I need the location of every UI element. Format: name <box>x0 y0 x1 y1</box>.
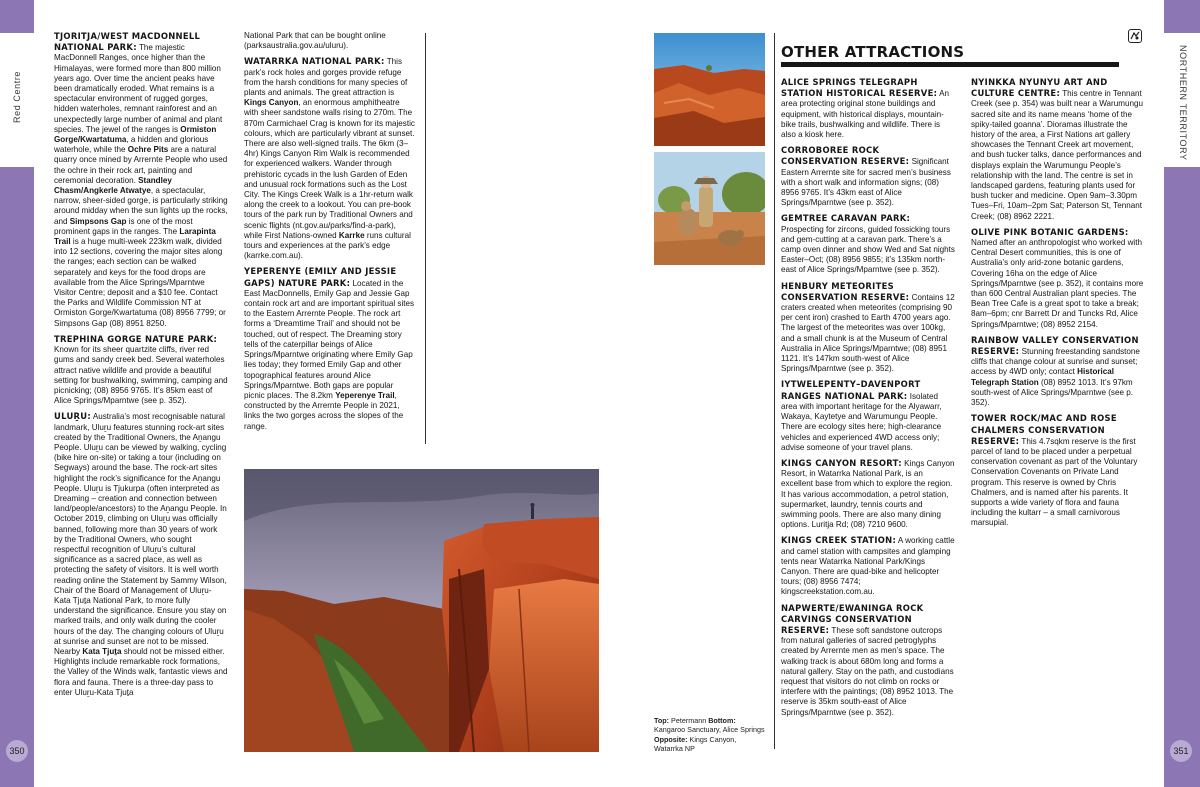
page-number-left: 350 <box>6 740 28 762</box>
caption-opposite-label: Opposite: <box>654 734 688 744</box>
section-label-right: NORTHERN TERRITORY <box>1178 45 1188 161</box>
entry-bold-term: Standley Chasm/Angkerle Atwatye <box>54 175 172 196</box>
entry-bold-term: Ochre Pits <box>127 145 169 155</box>
entry-bold-term: Yeperenye Trail <box>335 390 395 400</box>
entry-text: Isolated area with important heritage for the Alyawarr, Wakaya, Kaytetye and Warumungu People. There are ecology sites here; high-clearance vehicles and experienced 4WD access only; advise someone of your travel plans. <box>781 391 942 452</box>
text-column-2 <box>244 31 416 451</box>
caption-top-label: Top: <box>654 716 670 725</box>
entry-heading: CORROBOREE ROCK CONSERVATION RESERVE: <box>781 145 910 167</box>
entry-bold-term: Kata Tjuṯa <box>82 646 122 656</box>
entry-text: Prospecting for zircons, guided fossicking tours and gem-cutting at a caravan park. There’s a camp oven dinner and show Wed and Sat nights Easter–Oct; (08) 8956 9855; it’s 135km north-east of Alice Springs/Mparntwe (see p. 352). <box>781 224 955 275</box>
entry-bold-term: Kings Canyon <box>244 98 299 108</box>
section-tab-right-bottom <box>1164 167 1200 787</box>
entry-paragraph <box>244 31 416 51</box>
entry-heading: TOWER ROCK/MAC AND ROSE CHALMERS CONSERVATION RESERVE: <box>971 413 1117 446</box>
entry-heading: KINGS CREEK STATION: <box>781 535 897 546</box>
entry-text: (08) 8952 1013. It’s 97km south-west of Alice Springs/Mparntwe (see p. 352). <box>971 377 1133 408</box>
entry-paragraph <box>781 281 955 375</box>
kings-canyon-photo <box>244 469 599 752</box>
entry-text: National Park that can be bought online (parksaustralia.gov.au/uluru). <box>244 31 386 51</box>
section-tab-left-top <box>0 0 34 33</box>
entry-text: This 4.7sqkm reserve is the first parcel of land to be placed under a perpetual conservation covenant as part of the Voluntary Conservation Covenants on Private Land program. This reserve is owned by Chris Chalmers, and is named after his parents. It supports a wide variety of flora and fauna including the kultarr – a small carnivorous marsupial. <box>971 436 1138 528</box>
entry-paragraph <box>971 413 1147 528</box>
text-column-4 <box>971 77 1147 557</box>
entry-text: A working cattle and camel station with campsites and glamping tents near Watarrka National Park/Kings Canyon. There are quad-bike and helicopter tours; (08) 8956 7474; kingscreekstation.com.au. <box>781 536 955 597</box>
entry-heading: KINGS CANYON RESORT: <box>781 457 902 468</box>
entry-bold-term: Simpsons Gap <box>69 216 127 226</box>
caption-opposite-text: Kings Canyon, Watarrka NP <box>654 734 737 754</box>
page-title: OTHER ATTRACTIONS <box>781 43 965 61</box>
entry-paragraph <box>781 603 955 718</box>
entry-heading: ALICE SPRINGS TELEGRAPH STATION HISTORICAL RESERVE: <box>781 77 938 99</box>
entry-paragraph <box>781 458 955 530</box>
entry-text: Contains 12 craters created when meteorites (comprising 90 per cent iron) crashed to Earth 4700 years ago. The largest of the meteorites was over 100kg, and a small chunk is at the Museum of Central Australia in Alice Springs/Mparntwe; (08) 8951 1121. It’s 147km south-west of Alice Springs/Mparntwe (see p. 352). <box>781 292 955 374</box>
text-column-1 <box>54 31 228 751</box>
entry-paragraph <box>244 266 416 431</box>
entry-paragraph <box>781 145 955 208</box>
entry-text: runs cultural tours and experiences at the park’s edge (karrke.com.au). <box>244 230 411 261</box>
entry-heading: NYINKKA NYUNYU ART AND CULTURE CENTRE: <box>971 77 1108 99</box>
entry-text: Named after an anthropologist who worked with Central Desert communities, this is one of Australia’s only arid-zone botanic gardens, Covering 16ha on the edge of Alice Springs/Mparntwe (see p. 352), it contains more than 600 Central Australian plant species. The Bean Tree Cafe is a great spot to take a break; 8am–6pm; cnr Barrett Dr and Tuncks Rd, Alice Springs/Mparntwe; (08) 8952 2154. <box>971 238 1144 329</box>
map-pin-icon <box>1128 29 1142 43</box>
entry-text: Known for its sheer quartzite cliffs, river red gums and sandy creek bed. Several waterholes attract native wildlife and provide a beautiful setting for bushwalking, swimming, camping and picnicking; (08) 8956 9765. It’s 85km east of Alice Springs/Mparntwe (see p. 352). <box>54 345 228 406</box>
caption-bottom-text: Kangaroo Sanctuary, Alice Springs <box>654 725 765 735</box>
section-tab-right-top <box>1164 0 1200 33</box>
entry-text: The majestic MacDonnell Ranges, once higher than the Himalayas, were formed more than 800 million years ago. Over time the ancient peaks have been dramatically eroded. What remains is a spectacular environment of rugged gorges, hidden waterholes, remnant rainforest and an unexpectedly large number of animal and plant species. The jewel of the ranges is <box>54 43 223 134</box>
petermann-photo <box>654 33 765 146</box>
entry-text: are a natural quarry once mined by Arrernte People who used the ochre in their rock art, painting and ceremonial decoration. <box>54 145 228 185</box>
entry-paragraph <box>781 535 955 597</box>
entry-heading: HENBURY METEORITES CONSERVATION RESERVE: <box>781 280 910 302</box>
entry-paragraph <box>971 227 1147 330</box>
page-number-right: 351 <box>1170 740 1192 762</box>
entry-paragraph <box>971 77 1147 222</box>
caption-bottom-label: Bottom: <box>708 716 736 725</box>
entry-text: should not be missed either. Highlights include remarkable rock formations, the Valley of the Winds walk, fantastic views and flora and fauna. There is a three-day pass to enter Uluṟu-Kata Tjuṯa <box>54 646 228 697</box>
section-tab-left-bottom <box>0 167 34 787</box>
title-underline <box>781 62 1119 67</box>
caption-top-text: Petermann <box>669 716 709 725</box>
entry-paragraph <box>54 31 228 329</box>
entry-text: Australia’s most recognisable natural landmark, Uluṟu features stunning rock-art sites created by the Traditional Owners, the Aṉangu People. Uluṟu can be viewed by walking, cycling (bike hire on-site) or taking a tour (including on Segways) around the base. The rock-art sites highlight the rock’s significance for the Aṉangu People. Uluṟu is Tjukurpa (often interpreted as Dreaming – creation and connection between land/people/ancestors) to the Aṉangu People. In October 2019, climbing on Uluṟu was officially banned, following more than 30 years of work by the Traditional Owners, who sought respectful recognition of Uluṟu’s cultural significance as a sacred place, as well as protecting the safety of visitors. It is well worth reading online the Statement by Sammy Wilson, Chair of the Board of Management of Uluṟu-Kata Tjuṯa National Park, to more fully understand the significance. Ensure you stay on marked trails, and only walk during the cooler hours of the day. The changing colours of Uluṟu at sunrise and sunset are not to be missed. Nearby <box>54 412 227 656</box>
entry-text: An area protecting original stone buildings and equipment, with historical displays, mountain-bike trails, bushwalking and wildlife. There is also a kiosk here. <box>781 89 949 140</box>
entry-heading: TREPHINA GORGE NATURE PARK: <box>54 333 218 344</box>
entry-heading: TJORITJA/WEST MACDONNELL NATIONAL PARK: <box>54 31 201 53</box>
column-rule-right <box>774 33 775 749</box>
entry-text: This park’s rock holes and gorges provide refuge from the harsh conditions for many species of plants and animals. The great attraction is <box>244 57 408 98</box>
entry-heading: NAPWERTE/EWANINGA ROCK CARVINGS CONSERVATION RESERVE: <box>781 602 924 635</box>
entry-heading: ULUṞU: <box>54 411 92 422</box>
entry-heading: WATARRKA NATIONAL PARK: <box>244 56 385 67</box>
section-label-left: Red Centre <box>12 70 22 123</box>
text-column-3 <box>781 77 955 757</box>
entry-paragraph <box>971 335 1147 408</box>
entry-text: is a huge multi-week 223km walk, divided into 12 sections, covering the major sites along the ranges; each section can be walked separately and keys for the food drops are available from the Alice Springs/Mparntwe Visitor Centre; deposit and a $10 fee. Contact the Parks and Wildlife Commission NT at Ormiston Gorge/Kwartatuma (08) 8956 7799; or Simpsons Gap (08) 8951 8250. <box>54 237 226 328</box>
entry-text: Located in the East MacDonnells, Emily Gap and Jessie Gap contain rock art and are important spiritual sites to the Eastern Arrernte People. The rock art forms a ‘Dreamtime Trail’ and should not be touched, out of respect. The Dreaming story tells of the caterpillar beings of Alice Springs/Mparntwe originating where Emily Gap lies today; they formed Emily Gap and other topographical features around Alice Springs/Mparntwe. Both gaps are popular picnic places. The 8.2km <box>244 278 415 400</box>
entry-text: This centre in Tennant Creek (see p. 354) was built near a Warumungu sacred site and its name means ‘home of the spiky-tailed goanna’. Dioramas illustrate the history of the area, a First Nations art gallery showcases the Tennant Creek art movement, and bush tucker talks, dance performances and displays explain the Warumungu People’s relationship with the land. The centre is set in landscaped gardens, featuring plants used for bush tucker and medicine. Open 9am–3.30pm Tues–Fri, 10am–2pm Sat; Paterson St, Tennant Creek; (08) 8962 2221. <box>971 89 1143 221</box>
entry-paragraph <box>781 379 955 452</box>
entry-text: Kings Canyon Resort, in Watarrka National Park, is an excellent base from which to explore the region. It has various accommodation, a petrol station, supermarket, laundry, tennis courts and swimming pools. There are also many dining options. Luritja Rd; (08) 7210 9600. <box>781 458 955 530</box>
entry-heading: IYTWELEPENTY–DAVENPORT RANGES NATIONAL PARK: <box>781 379 921 401</box>
entry-heading: YEPERENYE (EMILY AND JESSIE GAPS) NATURE PARK: <box>244 266 397 288</box>
entry-heading: OLIVE PINK BOTANIC GARDENS: <box>971 226 1129 237</box>
entry-heading: GEMTREE CARAVAN PARK: <box>781 213 911 224</box>
entry-bold-term: Ormiston Gorge/Kwartatuma <box>54 124 217 145</box>
entry-text: , a spectacular, narrow, sheer-sided gorge, is particularly striking around midday when the sun lights up the rocks, and <box>54 186 228 226</box>
entry-paragraph <box>781 213 955 275</box>
entry-text: is one of the most prominent gaps in the ranges. The <box>54 216 193 236</box>
photo-caption <box>654 716 766 754</box>
entry-text: , an enormous amphitheatre with sheer sandstone walls rising to 270m. The 870m Carmichael Crag is known for its majestic colours, which are particularly vibrant at sunset. There are also well-signed trails. The 6km (3–4hr) Kings Canyon Rim Walk is recommended for experienced walkers. Wander through prehistoric cycads in the lush Garden of Eden and unusual rock formations such as the Lost City. The Kings Creek Walk is a 1hr-return walk along the creek to a lookout. You can pre-book tours of the park run by Traditional Owners and scenic flights (nt.gov.au/parks/find-a-park), while First Nations-owned <box>244 98 415 240</box>
entry-text: , constructed by the Arrernte People in 2021, links the two gorges across the slopes of the range. <box>244 390 404 431</box>
entry-text: , a hidden and glorious waterhole, while the <box>54 135 209 155</box>
column-rule-left <box>425 33 426 444</box>
entry-paragraph <box>781 77 955 140</box>
entry-text: These soft sandstone outcrops from natural galleries of sacred petroglyphs created by Arrernte men as men’s space. The walking track is about 680m long and forms a natural gallery. Stay on the path, and custodians request that visitors do not climb on rocks or interfere with the paintings; (08) 8952 1013. The reserve is 35km south-east of Alice Springs/Mparntwe (see p. 352). <box>781 625 954 717</box>
entry-bold-term: Historical Telegraph Station <box>971 367 1115 387</box>
entry-bold-term: Karrke <box>338 230 365 240</box>
entry-text: Stunning freestanding sandstone cliffs that change colour at sunrise and sunset; access by 4WD only; contact <box>971 347 1140 377</box>
kangaroo-sanctuary-photo <box>654 152 765 265</box>
entry-heading: RAINBOW VALLEY CONSERVATION RESERVE: <box>971 334 1139 357</box>
entry-text: Significant Eastern Arrernte site for sacred men’s business with a short walk and information signs; (08) 8956 9765. It’s 43km east of Alice Springs/Mparntwe (see p. 352). <box>781 157 951 208</box>
entry-paragraph <box>54 411 228 698</box>
entry-paragraph <box>54 334 228 406</box>
entry-bold-term: Larapinta Trail <box>54 226 216 247</box>
entry-paragraph <box>244 56 416 261</box>
